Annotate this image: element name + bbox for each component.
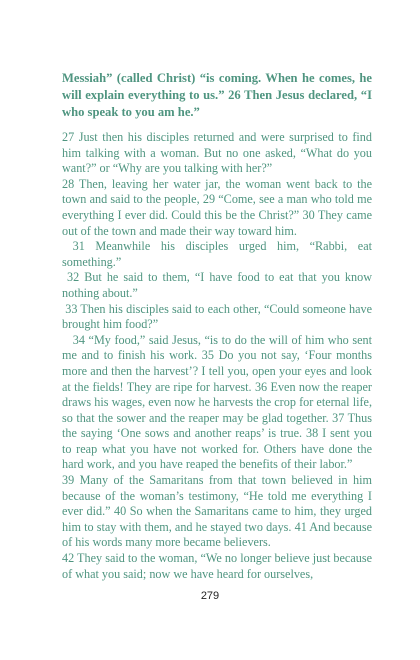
scripture-body	[62, 130, 376, 582]
paragraph-28: 28 Then, leaving her water jar, the woman went back to the town and said to the people, 29 “Come, see a man who told me everything I ever did. Could this be the Christ?” 30 They came out of the town and made their way toward him.	[62, 176, 372, 238]
bold-scripture-passage: Messiah” (called Christ) “is coming. When he comes, he will explain everything to us.” 26 Then Jesus declared, “I who speak to you am he.”	[62, 71, 372, 119]
paragraph-33: 33 Then his disciples said to each other, “Could someone have brought him food?”	[62, 301, 376, 332]
paragraph-42: 42 They said to the woman, “We no longer believe just because of what you said; now we have heard for ourselves,	[62, 551, 372, 581]
paragraph-31: 31 Meanwhile his disciples urged him, “Rabbi, eat something.”	[62, 239, 376, 269]
paragraph-32: 32 But he said to them, “I have food to eat that you know nothing about.”	[62, 270, 376, 300]
paragraph-39: 39 Many of the Samaritans from that town believed in him because of the woman’s testimony, “He told me everything I ever did.” 40 So when the Samaritans came to him, they urged him to stay with them, and he stayed two days. 41 And because of his words many more became believers.	[62, 473, 372, 550]
paragraph-34: 34 “My food,” said Jesus, “is to do the will of him who sent me and to finish his work. 35 Do you not say, ‘Four months more and then the harvest’? I tell you, open your eyes and look at the fields! They are ripe for harvest. 36 Even now the reaper draws his wages, even now he harvests the crop for eternal life, so that the sower and the reaper may be glad together. 37 Thus the saying ‘One sows and another reaps’ is true. 38 I sent you to reap what you have not worked for. Others have done the hard work, and you have reaped the benefits of their labor.”	[62, 332, 376, 472]
paragraph-27: 27 Just then his disciples returned and were surprised to find him talking with a woman. But no one asked, “What do you want?” or “Why are you talking with her?”	[62, 130, 372, 176]
page-number: 279	[200, 590, 220, 602]
